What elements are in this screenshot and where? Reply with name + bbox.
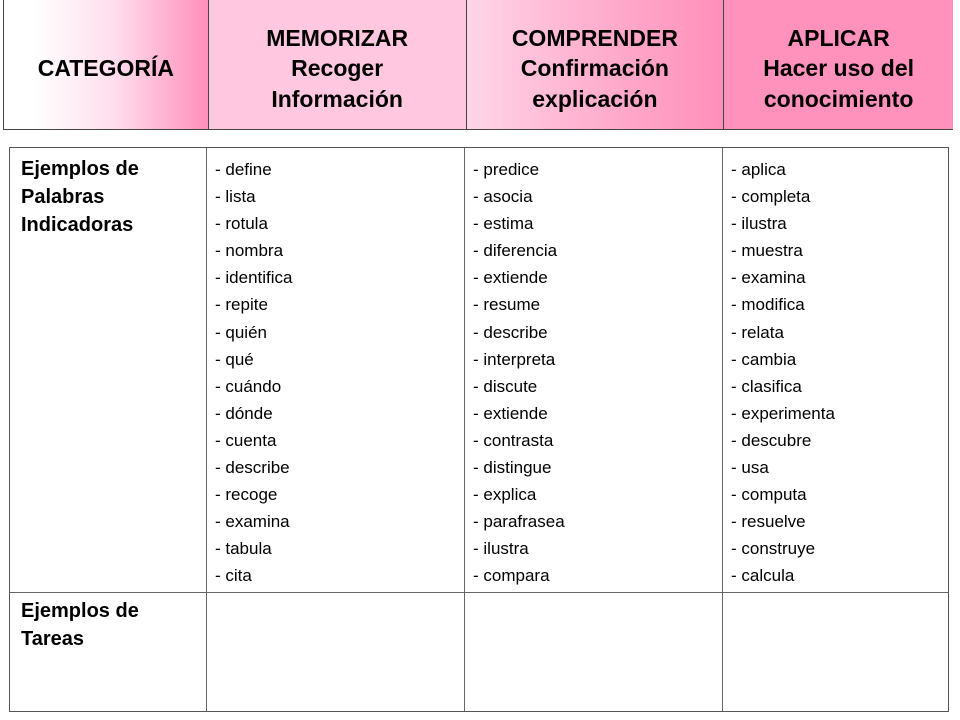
examples-label-line2: Palabras <box>21 186 105 208</box>
comprender-tasks-cell <box>465 593 723 711</box>
keyword-item: - calcula <box>731 566 795 586</box>
keyword-item: - lista <box>215 187 256 207</box>
keyword-item: - parafrasea <box>473 512 565 532</box>
keywords-table <box>9 147 949 712</box>
aplicar-word-list <box>723 148 948 590</box>
header-category-label: CATEGORÍA <box>37 55 175 82</box>
keyword-item: - completa <box>731 187 811 207</box>
keyword-item: - construye <box>731 539 816 559</box>
keyword-item: - distingue <box>473 458 552 478</box>
header-comprender-sub1: Confirmación <box>520 55 669 82</box>
keyword-item: - resume <box>473 295 541 315</box>
keyword-item: - explica <box>473 485 537 505</box>
header-row <box>3 0 953 130</box>
header-comprender <box>467 0 725 129</box>
keyword-item: - extiende <box>473 268 548 288</box>
keyword-item: - modifica <box>731 295 805 315</box>
keyword-item: - examina <box>215 512 290 532</box>
keyword-item: - ilustra <box>473 539 529 559</box>
keyword-item: - repite <box>215 295 268 315</box>
header-aplicar-title: APLICAR <box>787 24 890 51</box>
header-comprender-title: COMPRENDER <box>511 24 678 51</box>
keyword-item: - computa <box>731 485 807 505</box>
examples-label-line1: Ejemplos de <box>21 158 139 180</box>
tasks-label-line2: Tareas <box>21 628 85 650</box>
examples-tasks-label <box>10 593 207 711</box>
keyword-item: - usa <box>731 458 769 478</box>
keyword-item: - resuelve <box>731 512 806 532</box>
keyword-item: - discute <box>473 376 538 396</box>
keyword-item: - cambia <box>731 349 797 369</box>
keyword-item: - ilustra <box>731 214 787 234</box>
keyword-item: - recoge <box>215 485 278 505</box>
aplicar-words-cell <box>723 148 948 593</box>
header-comprender-sub2: explicación <box>532 85 658 112</box>
keyword-item: - identifica <box>215 268 293 288</box>
keyword-item: - predice <box>473 160 540 179</box>
examples-words-label <box>10 148 207 593</box>
header-category <box>4 0 209 129</box>
header-aplicar <box>724 0 953 129</box>
keyword-item: - aplica <box>731 160 786 179</box>
header-memorizar-title: MEMORIZAR <box>266 24 409 51</box>
keyword-item: - examina <box>731 268 806 288</box>
memorizar-word-list <box>207 148 464 590</box>
header-memorizar-sub2: Información <box>271 85 403 112</box>
tasks-label-line1: Ejemplos de <box>21 600 139 622</box>
keyword-item: - rotula <box>215 214 268 234</box>
keyword-item: - define <box>215 160 272 179</box>
keyword-item: - cuándo <box>215 376 282 396</box>
keyword-item: - estima <box>473 214 534 234</box>
keyword-item: - asocia <box>473 187 533 207</box>
keyword-item: - clasifica <box>731 376 802 396</box>
comprender-words-cell <box>465 148 723 593</box>
examples-label-line3: Indicadoras <box>21 214 134 236</box>
keyword-item: - describe <box>215 458 290 478</box>
keyword-item: - cita <box>215 566 252 586</box>
keyword-item: - dónde <box>215 403 273 423</box>
keyword-item: - interpreta <box>473 349 556 369</box>
keyword-item: - muestra <box>731 241 803 261</box>
header-aplicar-sub2: conocimiento <box>763 85 914 112</box>
header-aplicar-sub1: Hacer uso del <box>763 55 915 82</box>
keyword-item: - quién <box>215 322 267 342</box>
keyword-item: - nombra <box>215 241 284 261</box>
keyword-item: - cuenta <box>215 430 277 450</box>
keyword-item: - descubre <box>731 430 812 450</box>
keyword-item: - tabula <box>215 539 272 559</box>
keyword-item: - relata <box>731 322 784 342</box>
aplicar-tasks-cell <box>723 593 948 711</box>
memorizar-words-cell <box>207 148 465 593</box>
keyword-item: - experimenta <box>731 403 835 423</box>
header-memorizar-sub1: Recoger <box>291 55 384 82</box>
keyword-item: - qué <box>215 349 254 369</box>
memorizar-tasks-cell <box>207 593 465 711</box>
keyword-item: - extiende <box>473 403 548 423</box>
keyword-item: - describe <box>473 322 548 342</box>
keyword-item: - contrasta <box>473 430 554 450</box>
keyword-item: - compara <box>473 566 550 586</box>
keyword-item: - diferencia <box>473 241 558 261</box>
comprender-word-list <box>465 148 722 590</box>
header-memorizar <box>209 0 467 129</box>
